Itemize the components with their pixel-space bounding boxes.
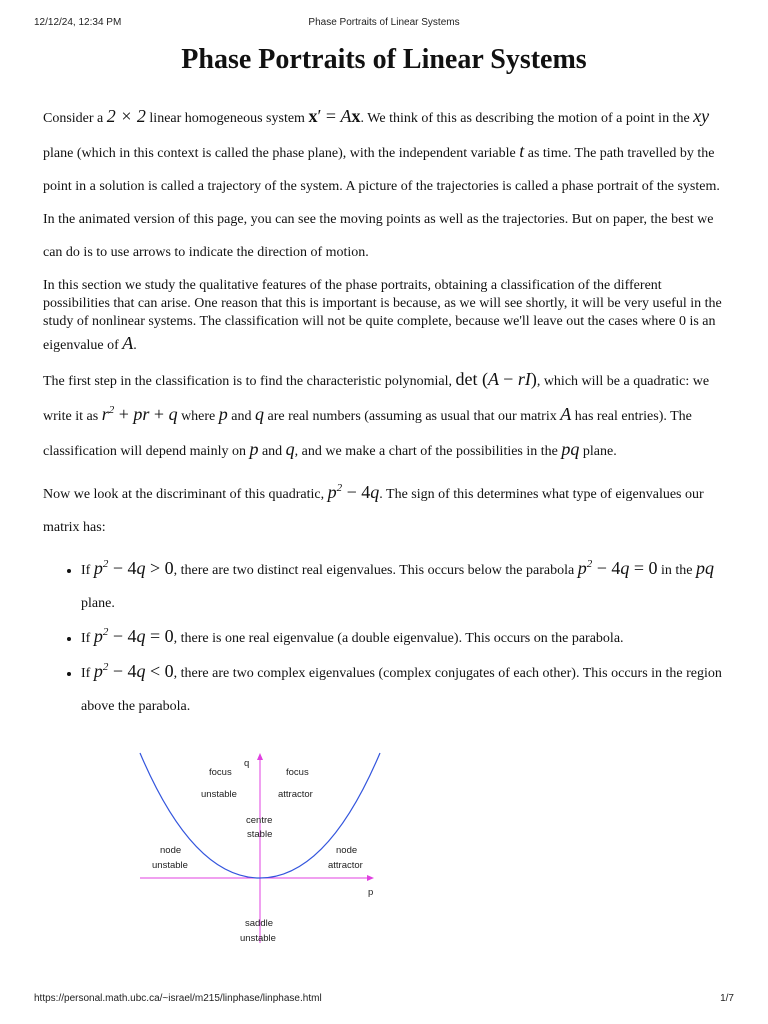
list-item	[81, 620, 728, 655]
math-poly: $r^2$ + pr + q	[101, 403, 178, 424]
paragraph-characteristic	[43, 363, 728, 468]
label-node-unstable: node	[160, 845, 182, 856]
label-centre: centre	[246, 815, 273, 826]
math-det: det (A − rI)	[455, 368, 537, 389]
math-p: p	[249, 438, 259, 459]
text: where	[177, 408, 219, 424]
math-p: p	[218, 403, 228, 424]
label-node-attractor: node	[336, 845, 358, 856]
page-title: Phase Portraits of Linear Systems	[181, 44, 587, 75]
text: Now we look at the discriminant of this quadratic,	[43, 486, 328, 502]
text: , there are two complex eigenvalues (complex conjugates of each other). This occurs in the region above the parabola.	[81, 665, 722, 714]
text: has real entries). The classification will depend mainly on	[43, 408, 692, 459]
paragraph-discriminant	[43, 476, 728, 544]
text: .	[133, 337, 137, 353]
text: plane (which in this context is called the phase plane), with the independent variable	[43, 146, 520, 161]
paragraph-intro	[43, 100, 728, 269]
text: If	[81, 630, 94, 646]
text: Consider a	[43, 111, 107, 126]
text: , there is one real eigenvalue (a double eigenvalue). This occurs on the parabola.	[173, 630, 624, 646]
print-header	[0, 17, 768, 31]
math-t: t	[519, 141, 525, 161]
math-A: A	[560, 403, 572, 424]
text: and	[258, 443, 286, 459]
eigenvalue-cases-list	[43, 552, 728, 723]
page-number: 1/7	[720, 993, 734, 1004]
text: linear homogeneous system	[145, 111, 309, 126]
label-node-attractor-sub: attractor	[328, 860, 363, 871]
math-gt-zero: $p^2 - 4q > 0$	[93, 557, 174, 578]
label-focus-attractor-sub: attractor	[278, 789, 313, 800]
q-axis-arrow-icon	[257, 753, 263, 760]
list-item	[81, 655, 728, 723]
text: plane.	[81, 595, 115, 611]
math-parabola: $p^2 - 4q = 0$	[577, 557, 658, 578]
label-focus-unstable-sub: unstable	[201, 789, 237, 800]
text: If	[81, 665, 94, 681]
math-q: q	[254, 403, 264, 424]
text: are real numbers (assuming as usual that our matrix	[263, 408, 561, 424]
axis-label-q: q	[244, 758, 250, 769]
text: , which will be a quadratic: we write it as	[43, 373, 710, 424]
text: The first step in the classification is to find the characteristic polynomial,	[43, 373, 456, 389]
math-discriminant: $p^2 - 4q$	[327, 481, 380, 502]
text: in the	[657, 562, 696, 578]
p-axis-arrow-icon	[367, 875, 374, 881]
text: , there are two distinct real eigenvalues. This occurs below the parabola	[173, 562, 578, 578]
list-item	[81, 552, 728, 620]
math-lt-zero: $p^2 - 4q < 0$	[93, 660, 174, 681]
math-eq-zero: $p^2 - 4q = 0$	[93, 625, 174, 646]
text: If	[81, 562, 94, 578]
print-datetime: 12/12/24, 12:34 PM	[34, 17, 122, 28]
label-node-unstable-sub: unstable	[152, 860, 188, 871]
label-saddle: saddle	[245, 918, 273, 929]
print-footer	[0, 993, 768, 1007]
text: as time. The path travelled by the point in a solution is called a trajectory of the system. A picture of the trajectories is called a phase portrait of the system. In the animated version of this page, you can see the moving points as well as the trajectories. But on paper, the best we can do is to use arrows to indicate the direction of motion.	[43, 146, 720, 260]
text: In this section we study the qualitative features of the phase portraits, obtaining a classification of the different possibilities that can arise. One reason that this is important is because, as we will see shortly, it will be very useful in the study of nonlinear systems. The classification will not be quite complete, because we'll leave out the cases where 0 is an eigenvalue of	[43, 278, 722, 353]
label-centre-sub: stable	[247, 829, 273, 840]
axis-label-p: p	[368, 887, 374, 898]
math-A: A	[122, 332, 134, 353]
text: , and we make a chart of the possibilities in the	[294, 443, 562, 459]
math-system: x′ = Ax	[308, 106, 361, 126]
text: plane.	[579, 443, 617, 459]
article-body	[43, 100, 728, 723]
label-focus-unstable: focus	[209, 767, 232, 778]
text: . We think of this as describing the motion of a point in the	[360, 111, 694, 126]
pq-plane-diagram	[130, 745, 390, 950]
print-title: Phase Portraits of Linear Systems	[308, 17, 460, 28]
label-saddle-sub: unstable	[240, 933, 276, 944]
page-url: https://personal.math.ubc.ca/~israel/m215/linphase/linphase.html	[34, 993, 322, 1004]
label-focus-attractor: focus	[286, 767, 309, 778]
math-xy: xy	[693, 106, 710, 126]
math-dimension: 2 × 2	[106, 106, 146, 126]
math-pq: pq	[561, 438, 580, 459]
text: and	[227, 408, 255, 424]
text: . The sign of this determines what type of eigenvalues our matrix has:	[43, 486, 704, 535]
paragraph-classification	[43, 277, 728, 355]
math-pq: pq	[696, 557, 714, 578]
math-q: q	[285, 438, 295, 459]
